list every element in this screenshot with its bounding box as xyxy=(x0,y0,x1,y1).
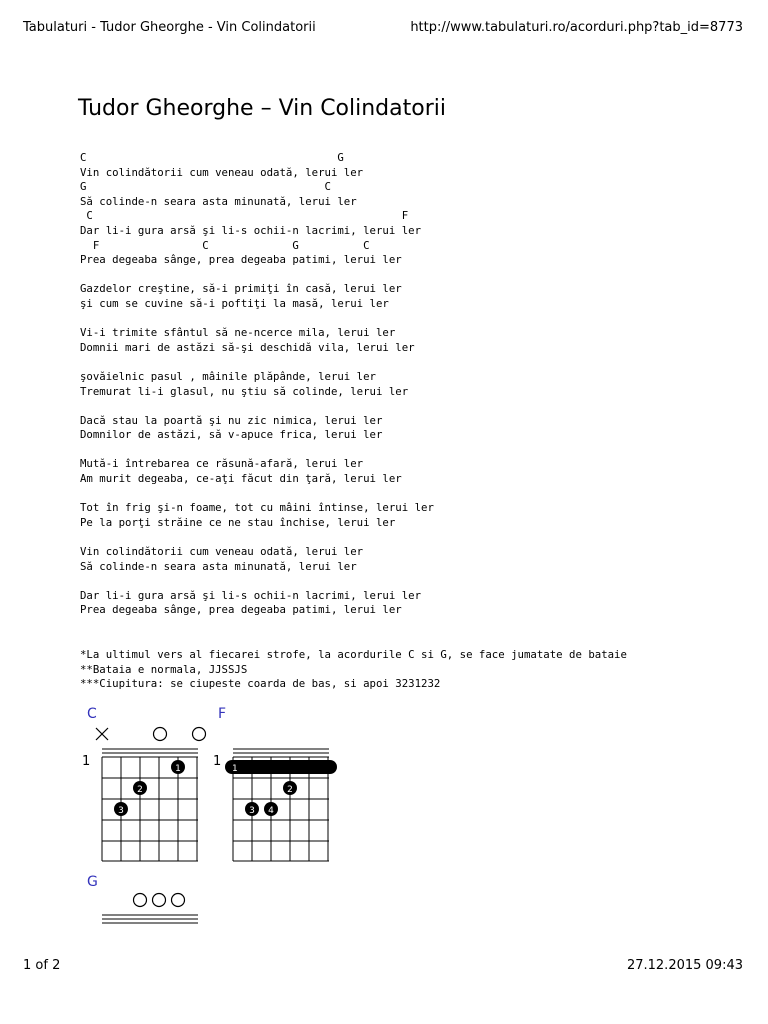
browser-page-title: Tabulaturi - Tudor Gheorghe - Vin Colindatorii xyxy=(23,20,316,35)
finger-dot xyxy=(264,802,278,816)
svg-text:1: 1 xyxy=(175,764,181,774)
finger-dot xyxy=(114,802,128,816)
svg-text:3: 3 xyxy=(249,806,255,816)
finger-dot xyxy=(133,781,147,795)
lyrics-with-chords: C G Vin colindătorii cum veneau odată, lerui ler G C Să colinde-n seara asta minunată, lerui ler C F Dar li-i gura arsă şi li-s ochii-n lacrimi, lerui ler F C G C Prea degeaba sânge, prea degeaba patimi, lerui ler Gazdelor creştine, să-i primiţi în casă, lerui ler şi cum se cuvine să-i poftiţi la masă, lerui ler Vi-i trimite sfântul să ne-ncerce mila, lerui ler Domnii mari de astăzi să-şi deschidă vila, lerui ler şovăielnic pasul , mâinile plăpânde, lerui ler Tremurat li-i glasul, nu ştiu să colinde, lerui ler Dacă stau la poartă şi nu zic nimica, lerui ler Domnilor de astăzi, să v-apuce frica, lerui ler Mută-i întrebarea ce răsună-afară, lerui ler Am murit degeaba, ce-aţi făcut din ţară, lerui ler Tot în frig şi-n foame, tot cu mâini întinse, lerui ler Pe la porţi străine ce ne stau închise, lerui ler Vin colindătorii cum veneau odată, lerui ler Să colinde-n seara asta minunată, lerui ler Dar li-i gura arsă şi li-s ochii-n lacrimi, lerui ler Prea degeaba sânge, prea degeaba patimi, lerui ler xyxy=(80,151,434,617)
finger-dot xyxy=(171,760,185,774)
page-url[interactable]: http://www.tabulaturi.ro/acorduri.php?tab_id=8773 xyxy=(410,20,743,35)
chord-diagram-g xyxy=(80,890,205,930)
svg-text:1: 1 xyxy=(232,764,238,774)
svg-text:2: 2 xyxy=(287,785,293,795)
finger-dot xyxy=(283,781,297,795)
finger-dot xyxy=(245,802,259,816)
svg-text:3: 3 xyxy=(118,806,124,816)
chord-name-c: C xyxy=(87,706,97,722)
chord-diagram-f xyxy=(211,722,341,867)
chord-diagram-c xyxy=(80,722,205,867)
chord-name-g: G xyxy=(87,874,98,890)
barre xyxy=(225,760,337,774)
song-title: Tudor Gheorghe – Vin Colindatorii xyxy=(78,96,446,121)
svg-text:2: 2 xyxy=(137,785,143,795)
fret-number: 1 xyxy=(82,754,91,769)
fret-number: 1 xyxy=(213,754,222,769)
svg-text:4: 4 xyxy=(268,806,274,816)
page-number: 1 of 2 xyxy=(23,958,61,973)
chord-name-f: F xyxy=(218,706,227,722)
strumming-notes: *La ultimul vers al fiecarei strofe, la acordurile C si G, se face jumatate de bataie **Bataia e normala, JJSSJS ***Ciupitura: se ciupeste coarda de bas, si apoi 3231232 xyxy=(80,648,627,691)
print-datetime: 27.12.2015 09:43 xyxy=(626,958,743,973)
